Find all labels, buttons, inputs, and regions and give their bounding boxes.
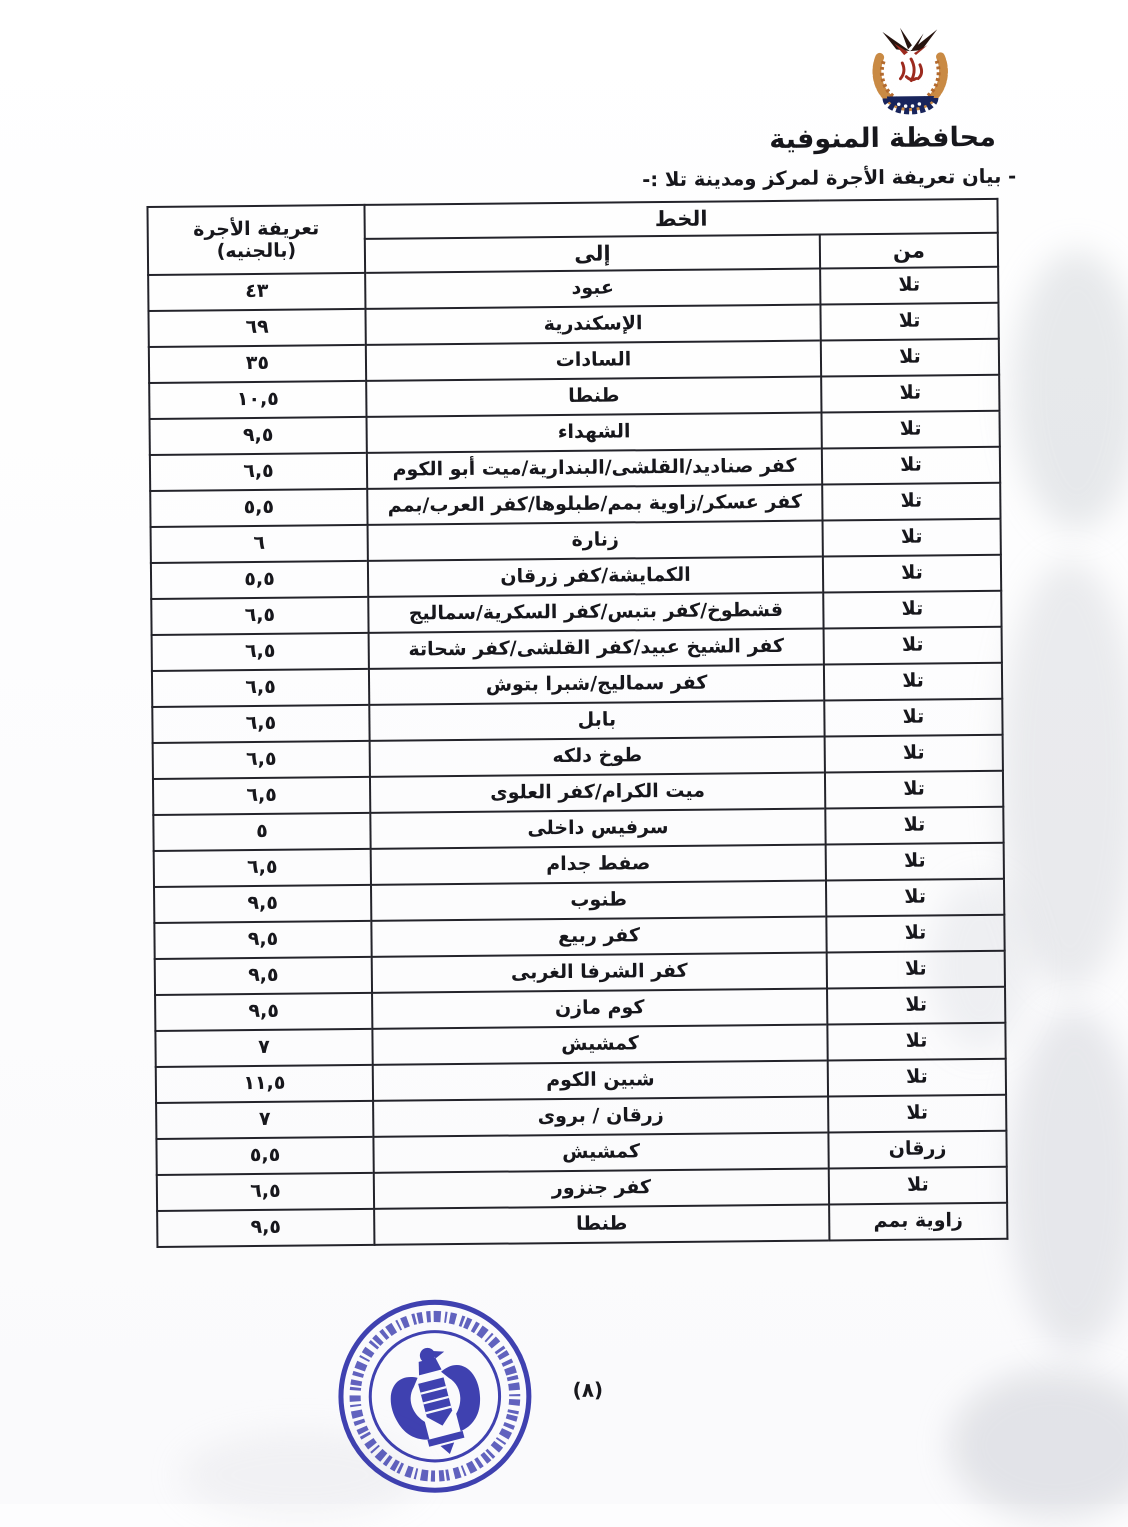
fare-column-header: تعريفة الأجرة (بالجنيه) — [147, 205, 365, 275]
from-cell: تلا — [824, 699, 1002, 737]
from-cell: تلا — [825, 735, 1003, 773]
to-cell: سرفيس داخلى — [370, 809, 825, 849]
from-column-header: من — [820, 233, 998, 269]
to-cell: كمشيش — [373, 1132, 828, 1172]
fare-cell: ٦,٥ — [154, 849, 371, 887]
fare-cell: ٥,٥ — [156, 1137, 373, 1175]
from-cell: تلا — [820, 267, 998, 305]
from-cell: تلا — [826, 879, 1004, 917]
page-subtitle: - بيان تعريفة الأجرة لمركز ومدينة تلا :- — [642, 164, 1017, 192]
from-cell: تلا — [821, 411, 999, 449]
to-cell: طنطا — [374, 1204, 829, 1244]
from-cell: تلا — [821, 339, 999, 377]
from-cell: تلا — [824, 663, 1002, 701]
from-cell: تلا — [823, 519, 1001, 557]
to-cell: كفر ربيع — [371, 916, 826, 956]
fare-cell: ٧ — [155, 1029, 372, 1067]
fare-cell: ٩,٥ — [154, 885, 371, 923]
fare-cell: ٦,٥ — [152, 633, 369, 671]
fare-cell: ٧ — [156, 1101, 373, 1139]
fare-cell: ٦,٥ — [151, 597, 368, 635]
to-cell: كفر عسكر/زاوية بمم/طبلوها/كفر العرب/بمم — [367, 485, 822, 525]
fare-cell: ٥,٥ — [150, 489, 367, 527]
from-cell: تلا — [822, 447, 1000, 485]
to-cell: كفر الشرفا الغربى — [372, 952, 827, 992]
from-cell: تلا — [826, 915, 1004, 953]
line-column-header: الخط — [364, 199, 997, 239]
fare-cell: ٥,٥ — [151, 561, 368, 599]
to-cell: شبين الكوم — [373, 1060, 828, 1100]
from-cell: تلا — [827, 1023, 1005, 1061]
from-cell: تلا — [828, 1095, 1006, 1133]
to-column-header: إلى — [365, 235, 820, 273]
from-cell: تلا — [829, 1167, 1007, 1205]
to-cell: ميت الكرام/كفر العلوى — [370, 773, 825, 813]
to-cell: كفر صناديد/القلشى/البندارية/ميت أبو الكوم — [367, 449, 822, 489]
fare-cell: ١٠,٥ — [149, 381, 366, 419]
to-cell: كوم مازن — [372, 988, 827, 1028]
fare-cell: ٦,٥ — [153, 741, 370, 779]
fare-cell: ٦,٥ — [157, 1173, 374, 1211]
from-cell: تلا — [828, 1059, 1006, 1097]
from-cell: تلا — [823, 591, 1001, 629]
table-row — [157, 1203, 1007, 1247]
fare-cell: ٦,٥ — [150, 453, 367, 491]
to-cell: بابل — [369, 701, 824, 741]
fare-cell: ٣٥ — [149, 345, 366, 383]
from-cell: تلا — [827, 987, 1005, 1025]
from-cell: تلا — [824, 627, 1002, 665]
from-cell: زاوية بمم — [829, 1203, 1007, 1241]
to-cell: طنوب — [371, 880, 826, 920]
to-cell: طنطا — [366, 377, 821, 417]
to-cell: كفر جنزور — [374, 1168, 829, 1208]
from-cell: تلا — [826, 843, 1004, 881]
fare-cell: ٦,٥ — [153, 777, 370, 815]
official-stamp — [312, 1273, 558, 1519]
from-cell: تلا — [825, 807, 1003, 845]
fare-cell: ٩,٥ — [155, 957, 372, 995]
fare-cell: ٩,٥ — [157, 1209, 374, 1247]
from-cell: تلا — [825, 771, 1003, 809]
page-title: محافظة المنوفية — [769, 121, 997, 156]
from-cell: تلا — [820, 303, 998, 341]
fare-cell: ٩,٥ — [155, 993, 372, 1031]
to-cell: الشهداء — [367, 413, 822, 453]
to-cell: الإسكندرية — [365, 305, 820, 345]
from-cell: تلا — [823, 555, 1001, 593]
to-cell: السادات — [366, 341, 821, 381]
to-cell: كفر الشيخ عبيد/كفر القلشى/كفر شحاتة — [369, 629, 824, 669]
fare-cell: ٩,٥ — [150, 417, 367, 455]
from-cell: تلا — [822, 483, 1000, 521]
fare-cell: ٥ — [153, 813, 370, 851]
to-cell: عبود — [365, 269, 820, 309]
to-cell: كفر سماليج/شبرا بتوش — [369, 665, 824, 705]
fare-cell: ٦٩ — [148, 309, 365, 347]
fare-cell: ٦ — [151, 525, 368, 563]
fare-table — [146, 198, 1008, 1248]
eagle-stamp-icon — [312, 1273, 558, 1519]
fare-table-body — [148, 267, 1007, 1247]
fare-cell: ٦,٥ — [152, 669, 369, 707]
from-cell: تلا — [821, 375, 999, 413]
fare-cell: ١١,٥ — [156, 1065, 373, 1103]
page-number: (٨) — [572, 1377, 604, 1402]
to-cell: زرقان / بروى — [373, 1096, 828, 1136]
fare-cell: ٦,٥ — [152, 705, 369, 743]
to-cell: صفط جدام — [371, 845, 826, 885]
to-cell: قشطوخ/كفر بتبس/كفر السكرية/سماليج — [368, 593, 823, 633]
governorate-emblem-icon — [861, 24, 960, 129]
from-cell: تلا — [827, 951, 1005, 989]
to-cell: الكمايشة/كفر زرقان — [368, 557, 823, 597]
to-cell: طوخ دلكه — [370, 737, 825, 777]
to-cell: كمشيش — [372, 1024, 827, 1064]
fare-cell: ٩,٥ — [154, 921, 371, 959]
from-cell: زرقان — [828, 1131, 1006, 1169]
fare-cell: ٤٣ — [148, 273, 365, 311]
to-cell: زنارة — [368, 521, 823, 561]
